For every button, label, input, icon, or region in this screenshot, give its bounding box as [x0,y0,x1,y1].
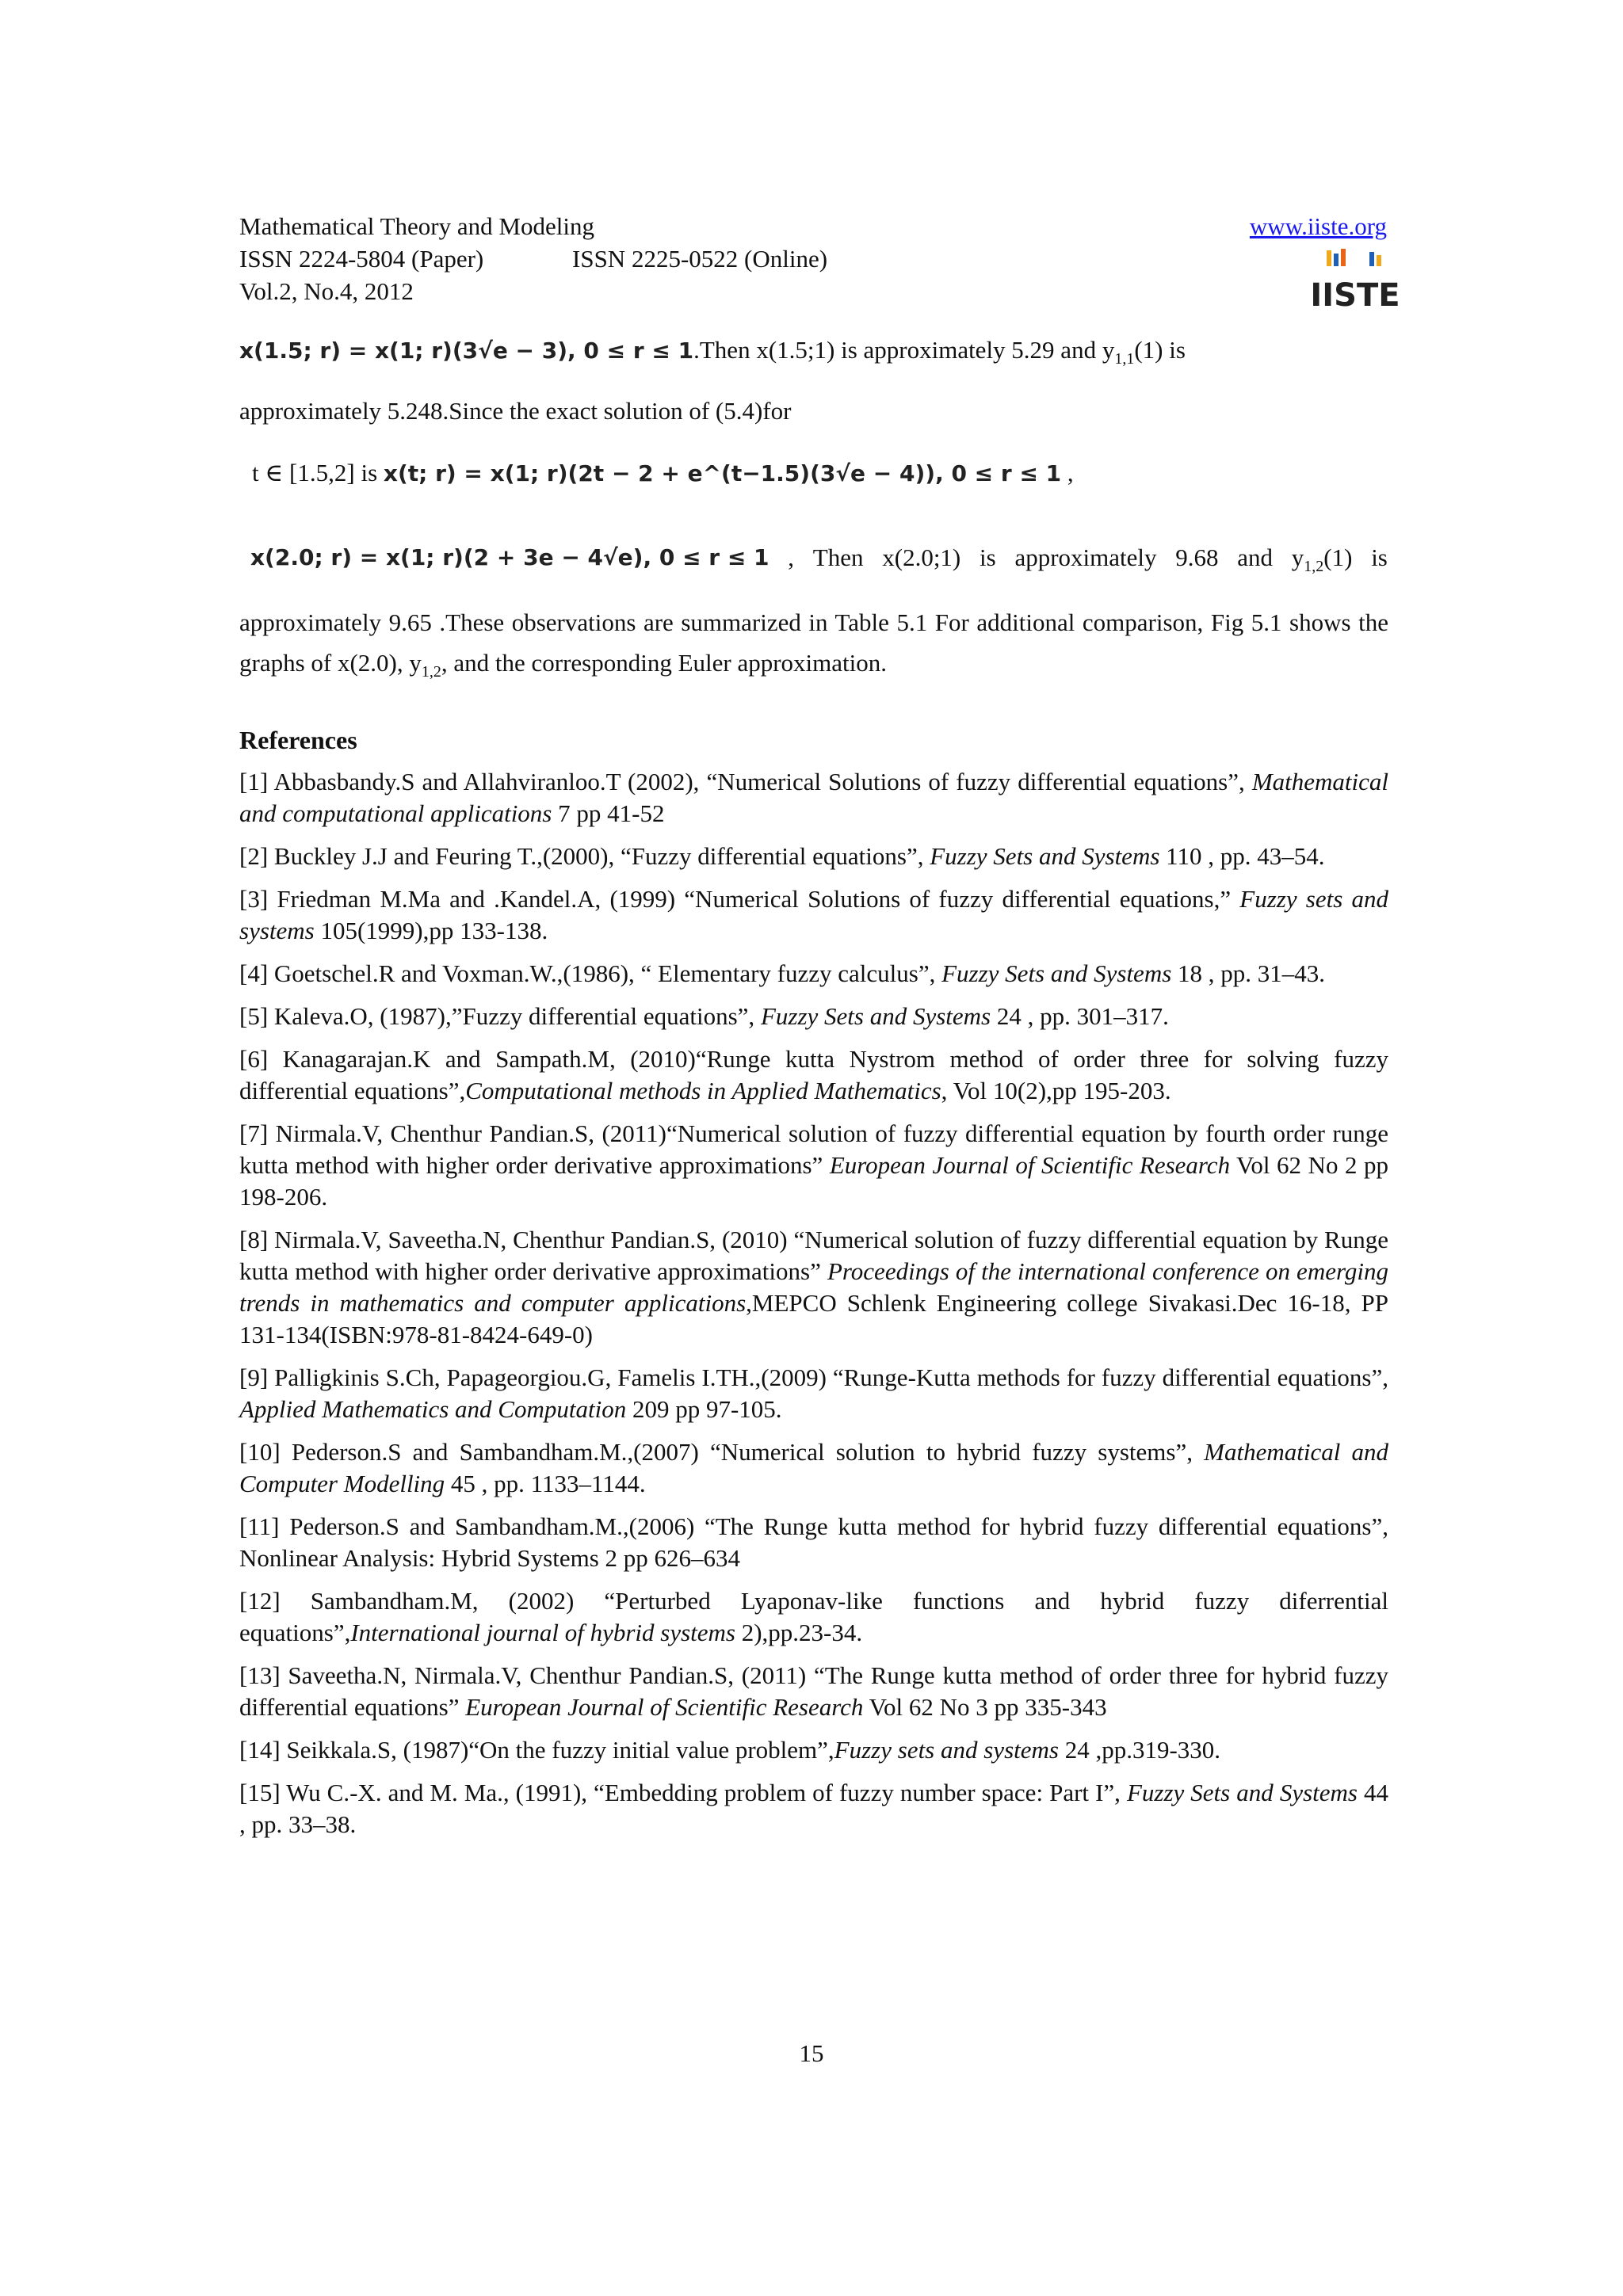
reference-text: [4] Goetschel.R and Voxman.W.,(1986), “ Elementary fuzzy calculus”, [239,959,942,987]
eq3-tail: (1) [1323,543,1353,571]
reference-details: 45 , pp. 1133–1144. [445,1470,646,1497]
volume-info: Vol.2, No.4, 2012 [239,277,414,305]
reference-text: [1] Abbasbandy.S and Allahviranloo.T (2002), “Numerical Solutions of fuzzy differential equations”, [239,768,1252,795]
equation-line-3 [250,542,1388,574]
reference-source: International journal of hybrid systems [350,1619,735,1646]
reference-item [239,958,1388,990]
references-heading: References [239,726,357,754]
reference-source: Fuzzy sets and systems [834,1736,1059,1764]
reference-source: Applied Mathematics and Computation [239,1395,627,1423]
reference-details: 110 , pp. 43–54. [1159,842,1325,870]
para-part-1: approximately 9.65 .These observations are summarized in Table 5.1 For additional comparison, Fig 5.1 shows the graphs of x(2.0), y [239,608,1388,677]
reference-text: [8] Nirmala.V, Saveetha.N, Chenthur Pandian.S, (2010) “Numerical solution of fuzzy differential equation by Runge kutta method with higher order derivative approximations” [239,1226,1388,1285]
reference-details: Vol 62 No 3 pp 335-343 [863,1693,1107,1721]
eq3-subscript: 1,2 [1304,558,1324,576]
eq3-word: , [788,543,795,571]
eq3-word: and [1237,543,1274,571]
reference-source: Fuzzy Sets and Systems [1126,1779,1358,1806]
reference-source: European Journal of Scientific Research [829,1151,1231,1179]
reference-text: [15] Wu C.-X. and M. Ma., (1991), “Embedding problem of fuzzy number space: Part I”, [239,1779,1127,1806]
eq3-word: is [1371,543,1388,571]
para-part-2: , and the corresponding Euler approximation. [441,649,888,677]
reference-details: 2),pp.23-34. [735,1619,863,1646]
reference-text: [3] Friedman M.Ma and .Kandel.A, (1999) “Numerical Solutions of fuzzy differential equations,” [239,885,1240,913]
logo-lettering: IISTE [1310,277,1400,314]
reference-source: Fuzzy Sets and Systems [930,842,1160,870]
reference-details: ,MEPCO Schlenk Engineering college Sivakasi.Dec 16-18, PP 131-134(ISBN:978-81-8424-649-0) [239,1289,1389,1348]
reference-details: 209 pp 97-105. [626,1395,782,1423]
issn-paper: ISSN 2224-5804 (Paper) [239,245,484,273]
eq3-word: Then [812,543,864,571]
reference-item [239,1043,1388,1107]
reference-details: 18 , pp. 31–43. [1171,959,1326,987]
reference-details: 7 pp 41-52 [552,799,665,827]
page-number: 15 [799,2039,824,2067]
iiste-logo [1310,249,1400,315]
eq3-word: x(2.0;1) [882,543,961,571]
eq3-word: approximately [1014,543,1157,571]
reference-text: [13] Saveetha.N, Nirmala.V, Chenthur Pandian.S, (2011) “The Runge kutta method of order three for hybrid fuzzy differential equations” [239,1661,1388,1721]
reference-details: 105(1999),pp 133-138. [314,917,548,944]
reference-details: 24 ,pp.319-330. [1058,1736,1221,1764]
reference-text: [10] Pederson.S and Sambandham.M.,(2007) “Numerical solution to hybrid fuzzy systems”, [239,1438,1205,1466]
reference-item [239,883,1388,947]
reference-text: [14] Seikkala.S, (1987)“On the fuzzy initial value problem”, [239,1736,834,1764]
reference-details: 44 , pp. 33–38. [239,1779,1389,1838]
reference-item [239,1585,1388,1649]
reference-item [239,1362,1388,1425]
reference-source: Fuzzy sets and systems [239,885,1388,944]
eq3-y-term [1292,542,1353,574]
eq3-word: 9.68 [1175,543,1219,571]
equation-line-1 [239,334,1186,367]
reference-text: [2] Buckley J.J and Feuring T.,(2000), “Fuzzy differential equations”, [239,842,930,870]
eq3-word: is [980,543,996,571]
reference-details: 24 , pp. 301–317. [991,1002,1169,1030]
reference-source: Computational methods in Applied Mathematics [465,1077,941,1104]
eq1-text-end: (1) is [1134,336,1186,364]
reference-item [239,1224,1388,1351]
issn-online: ISSN 2225-0522 (Online) [572,245,828,273]
reference-text: [9] Palligkinis S.Ch, Papageorgiou.G, Famelis I.TH.,(2009) “Runge-Kutta methods for fuzzy differential equations”, [239,1363,1388,1391]
reference-list [239,766,1388,1852]
eq1-subscript: 1,1 [1114,350,1135,368]
eq1-text: .Then x(1.5;1) is approximately 5.29 and y [693,336,1115,364]
reference-text: [12] Sambandham.M, (2002) “Perturbed Lyaponav-like functions and hybrid fuzzy diferrential equations”, [239,1587,1388,1646]
journal-title: Mathematical Theory and Modeling [239,212,594,240]
eq2-suffix: , [1061,459,1074,486]
reference-source: Proceedings of the international conference on emerging trends in mathematics and computer applications [239,1257,1388,1317]
reference-text: [5] Kaleva.O, (1987),”Fuzzy differential equations”, [239,1002,761,1030]
summary-paragraph [239,602,1388,683]
eq3-y: y [1291,543,1304,571]
reference-item [239,1777,1388,1840]
reference-item [239,1001,1388,1032]
reference-item [239,1660,1388,1723]
para-subscript: 1,2 [421,663,441,681]
reference-source: European Journal of Scientific Research [465,1693,864,1721]
reference-text: [11] Pederson.S and Sambandham.M.,(2006) “The Runge kutta method for hybrid fuzzy differential equations”, Nonlinear Analysis: Hybrid Systems 2 pp 626–634 [239,1512,1388,1572]
equation-3: x(2.0; r) = x(1; r)(2 + 3e − 4√e), 0 ≤ r ≤ 1 [250,544,769,570]
reference-details: , Vol 10(2),pp 195-203. [941,1077,1171,1104]
reference-item [239,841,1388,872]
reference-item [239,1436,1388,1500]
reference-source: Mathematical and Computer Modelling [239,1438,1389,1497]
equation-1: x(1.5; r) = x(1; r)(3√e − 3), 0 ≤ r ≤ 1 [239,338,694,364]
eq2-prefix: t ∈ [1.5,2] is [252,459,384,486]
approx-line: approximately 5.248.Since the exact solution of (5.4)for [239,397,792,425]
reference-item [239,1118,1388,1213]
reference-item [239,766,1388,830]
reference-details: Vol 62 No 2 pp 198-206. [239,1151,1388,1211]
reference-item [239,1511,1388,1574]
reference-source: Mathematical and computational applications [239,768,1388,827]
reference-text: [6] Kanagarajan.K and Sampath.M, (2010)“Runge kutta Nystrom method of order three for solving fuzzy differential equations”, [239,1045,1388,1104]
website-link[interactable]: www.iiste.org [1249,212,1387,240]
equation-line-2 [252,457,1074,490]
reference-text: [7] Nirmala.V, Chenthur Pandian.S, (2011)“Numerical solution of fuzzy differential equation by fourth order runge kutta method with higher order derivative approximations” [239,1119,1388,1179]
reference-source: Fuzzy Sets and Systems [941,959,1172,987]
reference-source: Fuzzy Sets and Systems [760,1002,991,1030]
reference-item [239,1734,1388,1766]
equation-2: x(t; r) = x(1; r)(2t − 2 + e^(t−1.5)(3√e − 4)), 0 ≤ r ≤ 1 [383,460,1062,486]
